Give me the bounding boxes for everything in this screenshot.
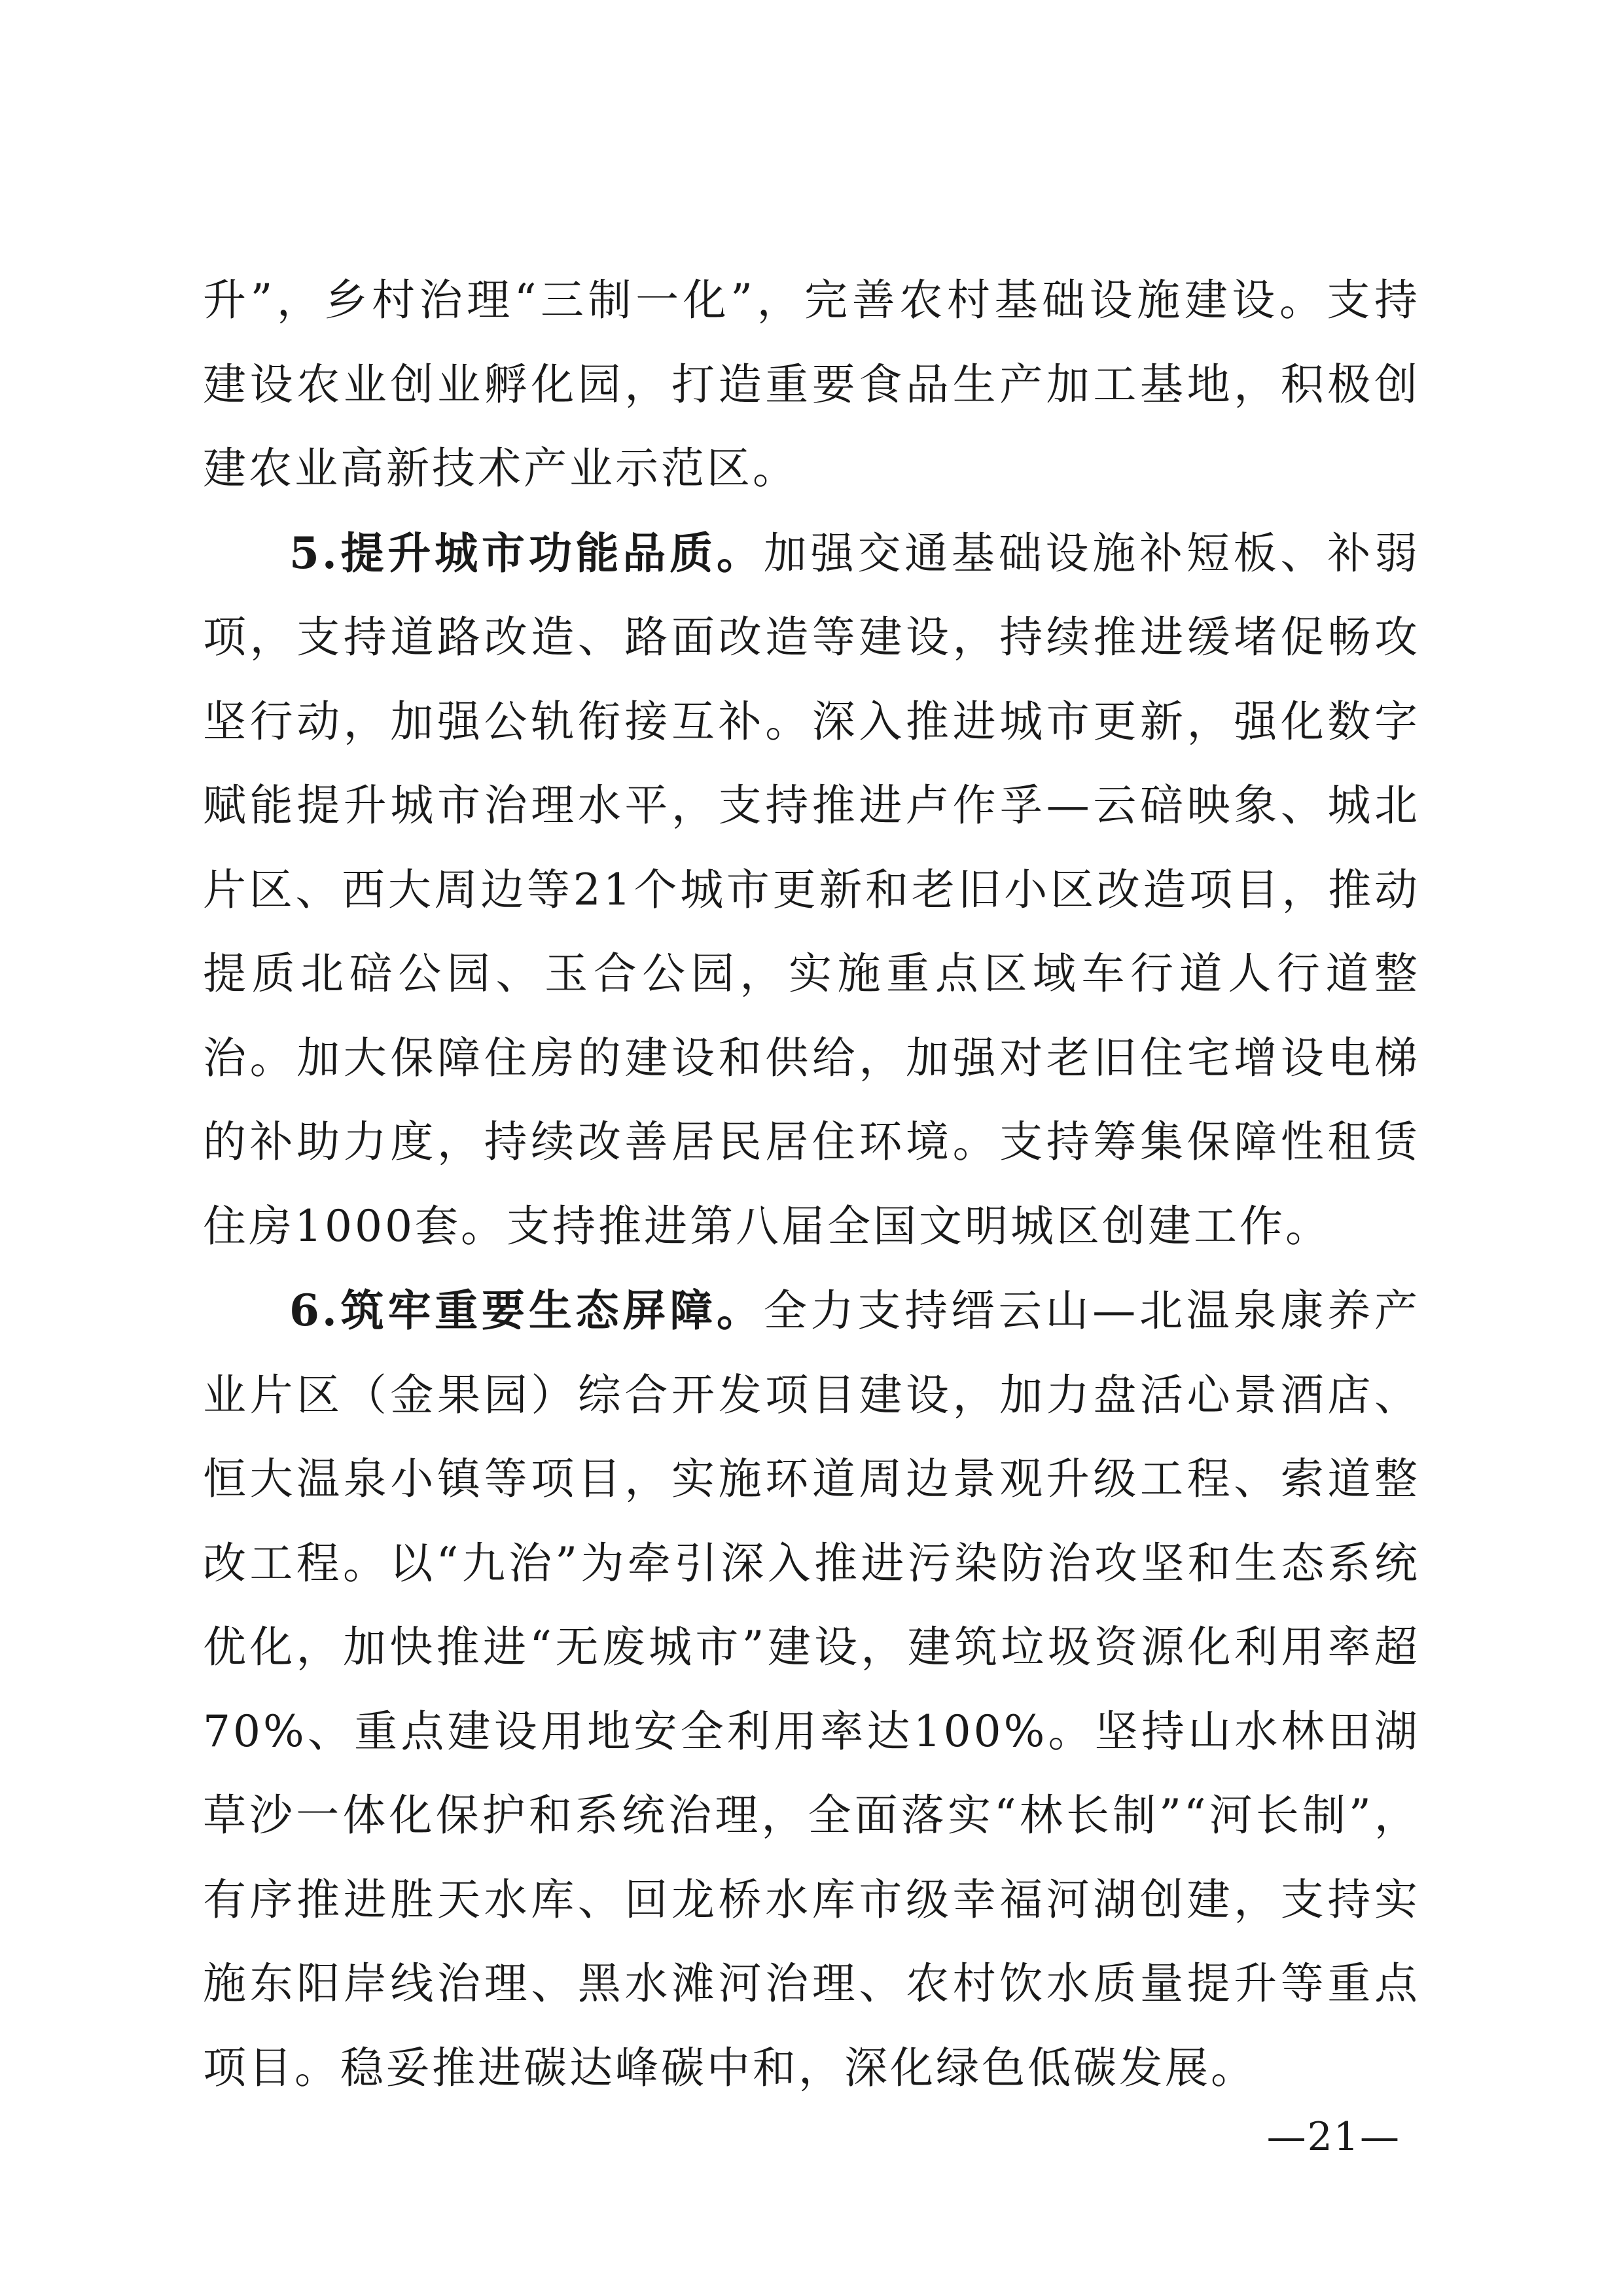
paragraph-continuation	[203, 259, 1420, 511]
section-heading: 6.筑牢重要生态屏障。	[289, 1285, 764, 1336]
body-text	[203, 259, 1420, 2110]
paragraph-ecological-barrier	[203, 1268, 1420, 2110]
paragraph-text: 加强交通基础设施补短板、补弱项，支持道路改造、路面改造等建设，持续推进缓堵促畅攻坚行动，加强公轨衔接互补。深入推进城市更新，强化数字赋能提升城市治理水平，支持推进卢作孚—云碚映象、城北片区、西大周边等21个城市更新和老旧小区改造项目，推动提质北碚公园、玉合公园，实施重点区域车行道人行道整治。加大保障住房的建设和供给，加强对老旧住宅增设电梯的补助力度，持续改善居民居住环境。支持筹集保障性租赁住房1000套。支持推进第八届全国文明城区创建工作。	[203, 528, 1421, 1251]
paragraph-text: 全力支持缙云山—北温泉康养产业片区（金果园）综合开发项目建设，加力盘活心景酒店、恒大温泉小镇等项目，实施环道周边景观升级工程、索道整改工程。以“九治”为牵引深入推进污染防治攻坚和生态系统优化，加快推进“无废城市”建设，建筑垃圾资源化利用率超70%、重点建设用地安全利用率达100%。坚持山水林田湖草沙一体化保护和系统治理，全面落实“林长制”“河长制”，有序推进胜天水库、回龙桥水库市级幸福河湖创建，支持实施东阳岸线治理、黑水滩河治理、农村饮水质量提升等重点项目。稳妥推进碳达峰碳中和，深化绿色低碳发展。	[203, 1285, 1421, 2093]
section-heading: 5.提升城市功能品质。	[289, 527, 764, 579]
paragraph-text: 升”，乡村治理“三制一化”，完善农村基础设施建设。支持建设农业创业孵化园，打造重要食品生产加工基地，积极创建农业高新技术产业示范区。	[203, 275, 1420, 493]
paragraph-city-function	[203, 511, 1420, 1269]
page-number: —21—	[1266, 2114, 1400, 2160]
